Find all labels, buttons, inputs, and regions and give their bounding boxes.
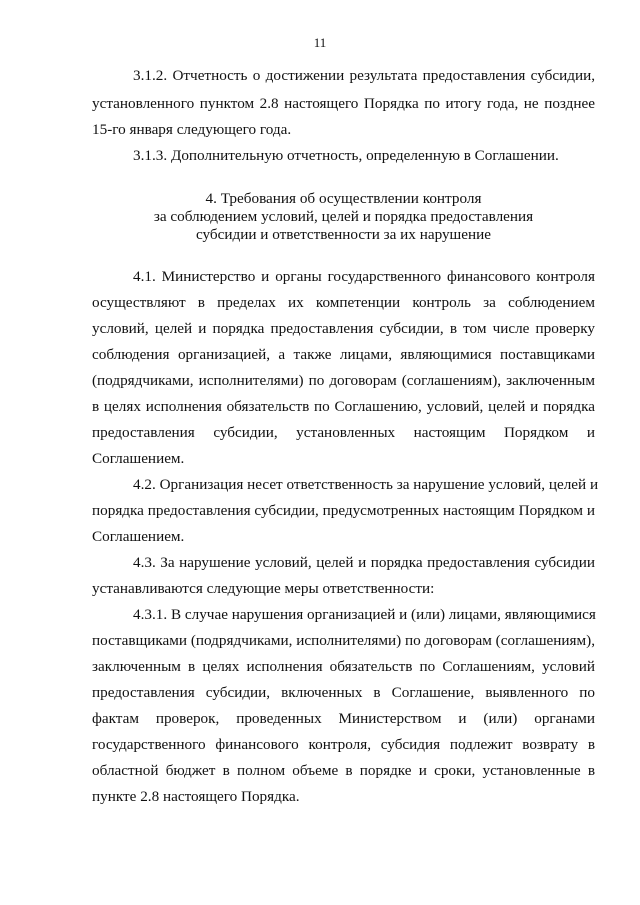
page-number: 11 <box>313 35 327 50</box>
text-line: 4.2. Организация несет ответственность за нарушение условий, целей и <box>133 476 599 493</box>
text-line: 4.3. За нарушение условий, целей и порядка предоставления субсидии <box>133 554 595 571</box>
text-line: 3.1.2. Отчетность о достижении результата предоставления субсидии, <box>133 67 595 84</box>
text-line: поставщиками (подрядчиками, исполнителями) по договорам (соглашениям), <box>92 632 595 649</box>
text-line: областной бюджет в полном объеме в порядке и сроки, установленные в <box>92 762 595 779</box>
text-line: устанавливаются следующие меры ответственности: <box>92 580 435 597</box>
text-line: 15-го января следующего года. <box>92 121 292 138</box>
text-line: в целях исполнения обязательств по Соглашению, условий, целей и порядка <box>92 398 595 415</box>
text-line: заключенным в целях исполнения обязательств по Соглашениям, условий <box>92 658 595 675</box>
section-heading-line: субсидии и ответственности за их нарушение <box>196 226 491 243</box>
text-line: предоставления субсидии, установленных настоящим Порядком и <box>92 424 595 441</box>
text-line: государственного финансового контроля, субсидия подлежит возврату в <box>92 736 595 753</box>
text-line: установленного пунктом 2.8 настоящего Порядка по итогу года, не позднее <box>92 95 595 112</box>
text-line: соблюдения организацией, а также лицами, являющимися поставщиками <box>92 346 595 363</box>
text-line: условий, целей и порядка предоставления субсидии, в том числе проверку <box>92 320 595 337</box>
section-heading-line: 4. Требования об осуществлении контроля <box>205 190 482 207</box>
text-line: порядка предоставления субсидии, предусмотренных настоящим Порядком и <box>92 502 595 519</box>
text-line: 4.1. Министерство и органы государственного финансового контроля <box>133 268 595 285</box>
text-line: 3.1.3. Дополнительную отчетность, определенную в Соглашении. <box>133 147 559 164</box>
text-line: Соглашением. <box>92 450 185 467</box>
text-line: предоставления субсидии, включенных в Соглашение, выявленного по <box>92 684 595 701</box>
text-line: пункте 2.8 настоящего Порядка. <box>92 788 300 805</box>
text-line: (подрядчиками, исполнителями) по договорам (соглашениям), заключенным <box>92 372 595 389</box>
section-heading-line: за соблюдением условий, целей и порядка предоставления <box>153 208 534 225</box>
text-line: Соглашением. <box>92 528 185 545</box>
text-line: фактам проверок, проведенных Министерством и (или) органами <box>92 710 595 727</box>
text-line: 4.3.1. В случае нарушения организацией и (или) лицами, являющимися <box>133 606 596 623</box>
text-line: осуществляют в пределах их компетенции контроль за соблюдением <box>92 294 595 311</box>
